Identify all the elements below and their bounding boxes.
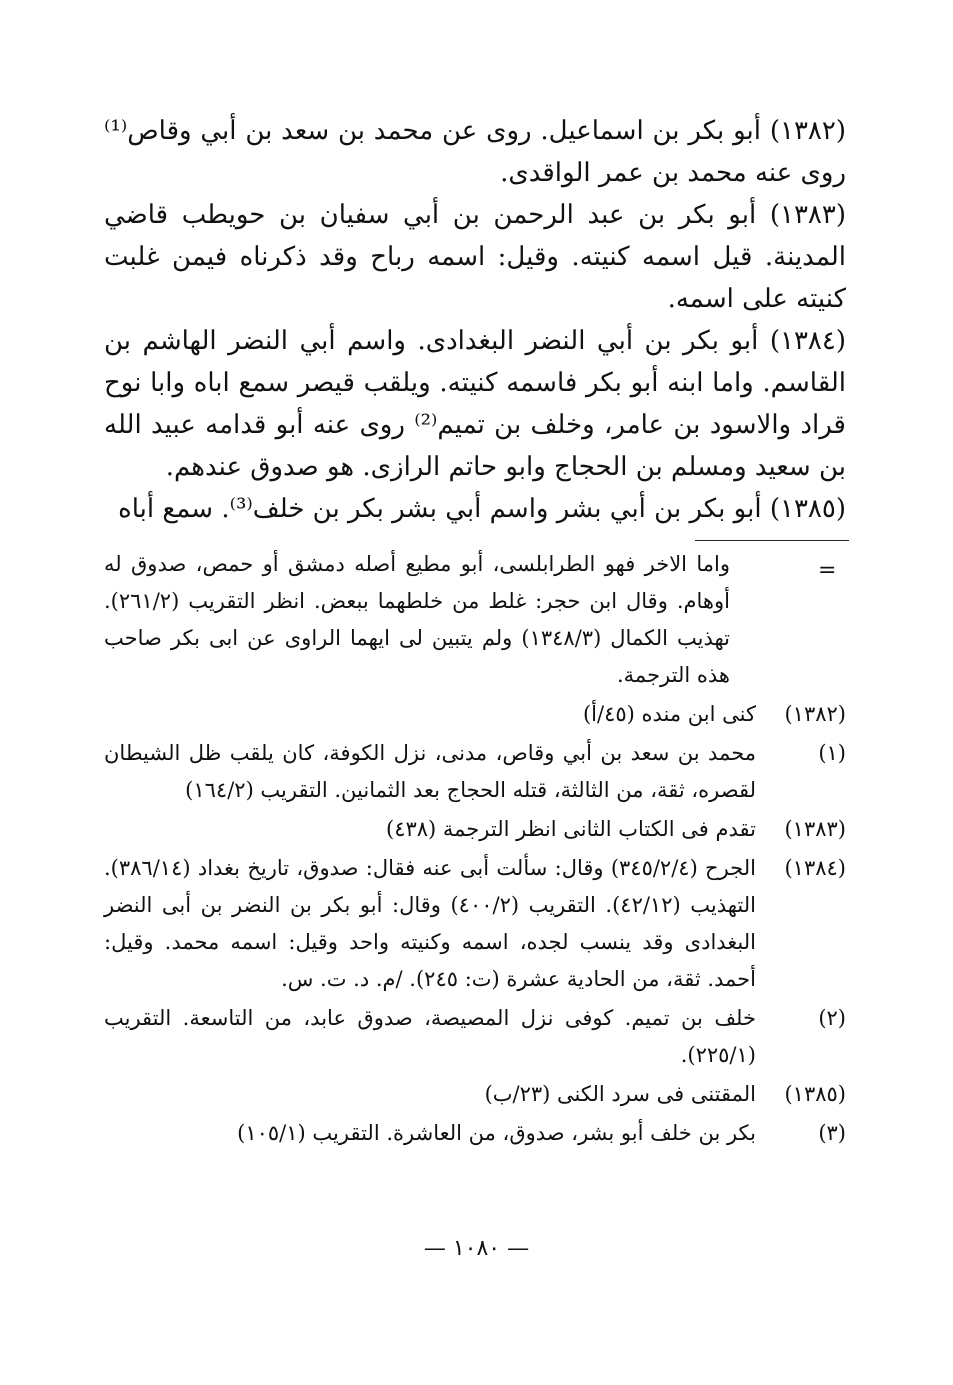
footnote-ref: (١٣٨٢): [784, 702, 846, 726]
footnote-text: المقتنى فى سرد الكنى (٢٣/ب): [484, 1082, 756, 1106]
footnote-item: [104, 850, 846, 998]
footnote-text: الجرح (٣٤٥/٢/٤) وقال: سألت أبى عنه فقال: صدوق، تاريخ بغداد (٣٨٦/١٤). التهذيب (٤٢/١٢). التقريب (٤٠٠/٢) وقال: أبو بكر بن النضر بن أبى النضر البغدادى وقد ينسب لجده، اسمه وكنيته واحد وقيل: اسمه محمد. وقيل: أحمد. ثقة، من الحادية عشرة (ت: ٢٤٥). /م. د. ت. س.: [104, 856, 756, 991]
footnote-item: [104, 1076, 846, 1113]
footnote-ref: (١٣٨٥): [784, 1082, 846, 1106]
main-text: [104, 110, 846, 530]
footnotes: [104, 546, 846, 1154]
entry-number: (١٣٨٢): [769, 116, 847, 146]
footnote-item: [104, 1000, 846, 1074]
footnote-text: بكر بن خلف أبو بشر، صدوق، من العاشرة. التقريب (١٠٥/١): [237, 1121, 756, 1145]
footnote-ref: (٣): [818, 1121, 846, 1145]
entry-1385: [104, 488, 846, 530]
entry-number: (١٣٨٥): [769, 494, 846, 524]
entry-text: أبو بكر بن أبي بشر واسم أبي بشر بكر بن خلف⁽³⁾. سمع أباه: [118, 494, 762, 524]
entry-number: (١٣٨٤): [769, 326, 847, 356]
footnote-text: خلف بن تميم. كوفى نزل المصيصة، صدوق عابد، من التاسعة. التقريب (٢٢٥/١).: [104, 1006, 756, 1067]
entry-1384: [104, 320, 846, 488]
entry-text: أبو بكر بن أبي النضر البغدادى. واسم أبي النضر الهاشم بن القاسم. واما ابنه أبو بكر فاسمه كنيته. ويلقب قيصر سمع اباه وابا نوح قراد والاسود بن عامر، وخلف بن تميم⁽²⁾ روى عنه أبو قدامه عبيد الله بن سعيد ومسلم بن الحجاج وابو حاتم الرازى. هو صدوق عندهم.: [104, 326, 846, 482]
entry-text: أبو بكر بن عبد الرحمن بن أبي سفيان بن حويطب قاضي المدينة. قيل اسمه كنيته. وقيل: اسمه رباح وقد ذكرناه فيمن غلبت كنيته على اسمه.: [104, 200, 846, 314]
footnote-item: [104, 1115, 846, 1152]
footnote-ref: (٢): [818, 1006, 846, 1030]
entry-1383: [104, 194, 846, 320]
entry-number: (١٣٨٣): [769, 200, 847, 230]
footnote-text: تقدم فى الكتاب الثانى انظر الترجمة (٤٣٨): [385, 817, 756, 841]
footnote-item: [104, 811, 846, 848]
footnote-text: كنى ابن منده (٤٥/أ): [582, 702, 756, 726]
entry-1382: [104, 110, 846, 194]
footnote-item: [104, 735, 846, 809]
footnote-divider: [695, 540, 849, 541]
footnote-ref: (١٣٨٣): [784, 817, 846, 841]
entry-text: أبو بكر بن اسماعيل. روى عن محمد بن سعد بن أبي وقاص⁽¹⁾ روى عنه محمد بن عمر الواقدى.: [104, 116, 846, 188]
footnote-item: [104, 696, 846, 733]
footnote-ref: (١): [818, 741, 846, 765]
footnote-text: واما الاخر فهو الطرابلسى، أبو مطيع أصله دمشق أو حمص، صدوق له أوهام. وقال ابن حجر: غلط من خلطهما ببعض. انظر التقريب (٢٦١/٢). تهذيب الكمال (١٣٤٨/٣) ولم يتبين لى ايهما الراوى عن ابى بكر صاحب هذه الترجمة.: [104, 552, 730, 687]
footnote-continuation: [104, 546, 846, 694]
page-number: — ١٠٨٠ —: [423, 1236, 530, 1261]
continuation-mark: =: [818, 558, 837, 583]
footnote-text: محمد بن سعد بن أبي وقاص، مدنى، نزل الكوفة، كان يلقب ظل الشيطان لقصره، ثقة، من الثالثة، قتله الحجاج بعد الثمانين. التقريب (١٦٤/٢): [104, 741, 756, 802]
footnote-ref: (١٣٨٤): [784, 856, 846, 880]
